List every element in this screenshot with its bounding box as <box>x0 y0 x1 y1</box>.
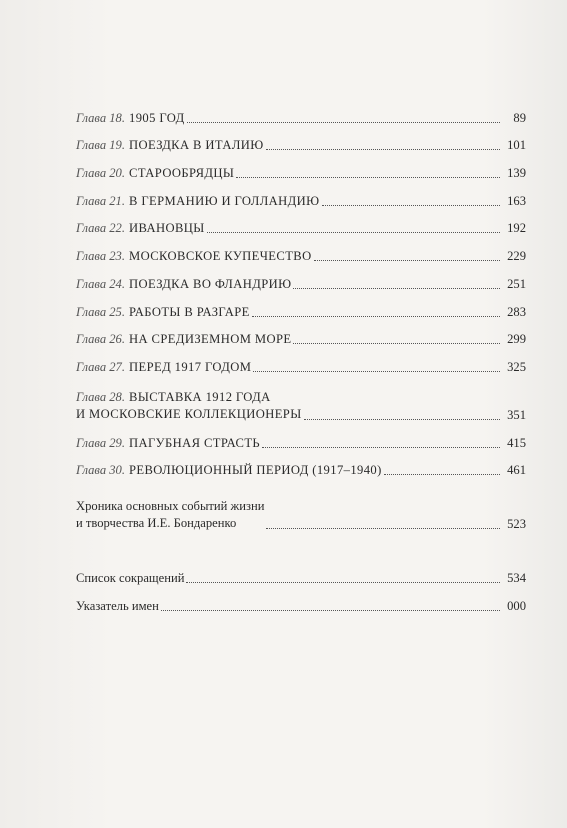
toc-page-number: 523 <box>507 517 526 531</box>
chapter-title: НА СРЕДИЗЕМНОМ МОРЕ <box>129 332 292 347</box>
leader-dots <box>266 527 500 529</box>
leader-dots <box>207 231 500 233</box>
toc-page-number: 534 <box>507 571 526 585</box>
toc-entry-title: Указатель имен <box>76 599 159 613</box>
chapter-number: Глава 27. <box>76 359 126 374</box>
chapter-number: Глава 29. <box>76 435 126 450</box>
chapter-number: Глава 26. <box>76 332 126 347</box>
toc-entry-text <box>76 389 302 423</box>
chapter-number: Глава 23. <box>76 249 126 264</box>
toc-entry-text <box>76 220 205 236</box>
chapter-title: СТАРООБРЯДЦЫ <box>129 166 235 181</box>
toc-entry-chapter[interactable] <box>76 236 526 264</box>
chapter-title: ВЫСТАВКА 1912 ГОДА <box>129 389 271 404</box>
leader-dots <box>314 259 500 261</box>
toc-entry-text <box>76 276 291 292</box>
chapter-number: Глава 25. <box>76 304 126 319</box>
chapter-title: РЕВОЛЮЦИОННЫЙ ПЕРИОД (1917–1940) <box>129 463 382 478</box>
toc-entry-text <box>76 110 185 126</box>
toc-entry-abbreviations[interactable] <box>76 566 526 586</box>
toc-entry-title: Список сокращений <box>76 571 185 585</box>
chapter-title: РАБОТЫ В РАЗГАРЕ <box>129 304 250 319</box>
chapter-number: Глава 19. <box>76 138 126 153</box>
toc-entry-text <box>76 331 291 347</box>
toc-page-number: 299 <box>507 332 526 347</box>
leader-dots <box>293 342 500 344</box>
chapter-title: ПОЕЗДКА В ИТАЛИЮ <box>129 138 264 153</box>
table-of-contents <box>76 98 526 478</box>
leader-dots <box>384 473 500 475</box>
toc-entry-chapter[interactable] <box>76 292 526 320</box>
chapter-title: МОСКОВСКОЕ КУПЕЧЕСТВО <box>129 249 312 264</box>
chapter-number: Глава 28. <box>76 389 126 404</box>
leader-dots <box>252 315 500 317</box>
toc-entry-chapter[interactable] <box>76 153 526 181</box>
toc-entry-chapter[interactable] <box>76 423 526 451</box>
toc-entry-text <box>76 435 260 451</box>
toc-page-number: 251 <box>507 276 526 291</box>
leader-dots <box>187 121 500 123</box>
toc-page-number: 163 <box>507 193 526 208</box>
appendix-abbreviations <box>76 566 526 586</box>
toc-page-number: 351 <box>507 407 526 422</box>
toc-page-number: 415 <box>507 435 526 450</box>
toc-entry-name-index[interactable] <box>76 594 526 614</box>
toc-entry-chapter[interactable] <box>76 375 526 423</box>
chapter-number: Глава 22. <box>76 221 126 236</box>
toc-entry-text <box>76 359 251 375</box>
chapter-number: Глава 30. <box>76 463 126 478</box>
toc-page-number: 101 <box>507 138 526 153</box>
chapter-title: ПЕРЕД 1917 ГОДОМ <box>129 359 252 374</box>
chapter-number: Глава 21. <box>76 193 126 208</box>
leader-dots <box>322 204 501 206</box>
toc-entry-chapter[interactable] <box>76 451 526 479</box>
leader-dots <box>236 176 500 178</box>
toc-entry-title-line2: и творчества И.Е. Бондаренко <box>76 516 237 530</box>
chapter-title-continued: И МОСКОВСКИЕ КОЛЛЕКЦИОНЕРЫ <box>76 406 302 421</box>
toc-page-number: 325 <box>507 359 526 374</box>
toc-entry-text <box>76 193 320 209</box>
leader-dots <box>262 446 500 448</box>
leader-dots <box>253 370 500 372</box>
toc-entry-text <box>76 137 264 153</box>
toc-entry-text <box>76 165 234 181</box>
chapter-title: ИВАНОВЦЫ <box>129 221 205 236</box>
appendix-chronicle <box>76 496 526 532</box>
toc-entry-chapter[interactable] <box>76 209 526 237</box>
leader-dots <box>293 287 500 289</box>
appendix-name-index <box>76 594 526 614</box>
leader-dots <box>304 418 500 420</box>
toc-entry-text <box>76 462 382 478</box>
chapter-number: Глава 24. <box>76 276 126 291</box>
toc-page-number: 000 <box>507 599 526 613</box>
toc-page-number: 89 <box>513 110 526 125</box>
chapter-title: 1905 ГОД <box>129 110 185 125</box>
chapter-title: ПАГУБНАЯ СТРАСТЬ <box>129 435 261 450</box>
toc-page-number: 139 <box>507 166 526 181</box>
toc-entry-chronicle[interactable] <box>76 496 526 532</box>
chapter-title: ПОЕЗДКА ВО ФЛАНДРИЮ <box>129 276 292 291</box>
toc-entry-title-line1: Хроника основных событий жизни <box>76 499 265 513</box>
toc-entry-chapter[interactable] <box>76 181 526 209</box>
toc-page-number: 229 <box>507 249 526 264</box>
chapter-title: В ГЕРМАНИЮ И ГОЛЛАНДИЮ <box>129 193 320 208</box>
toc-entry-text <box>76 304 250 320</box>
toc-entry-chapter[interactable] <box>76 320 526 348</box>
toc-entry-chapter[interactable] <box>76 126 526 154</box>
toc-entry-text <box>76 248 312 264</box>
toc-page-number: 461 <box>507 463 526 478</box>
toc-page-number: 192 <box>507 221 526 236</box>
chapter-number: Глава 20. <box>76 166 126 181</box>
toc-entry-chapter[interactable] <box>76 347 526 375</box>
leader-dots <box>266 148 500 150</box>
chapter-number: Глава 18. <box>76 110 126 125</box>
toc-entry-chapter[interactable] <box>76 264 526 292</box>
leader-dots <box>186 581 500 583</box>
toc-entry-chapter[interactable] <box>76 98 526 126</box>
leader-dots <box>161 609 500 611</box>
toc-page-number: 283 <box>507 304 526 319</box>
